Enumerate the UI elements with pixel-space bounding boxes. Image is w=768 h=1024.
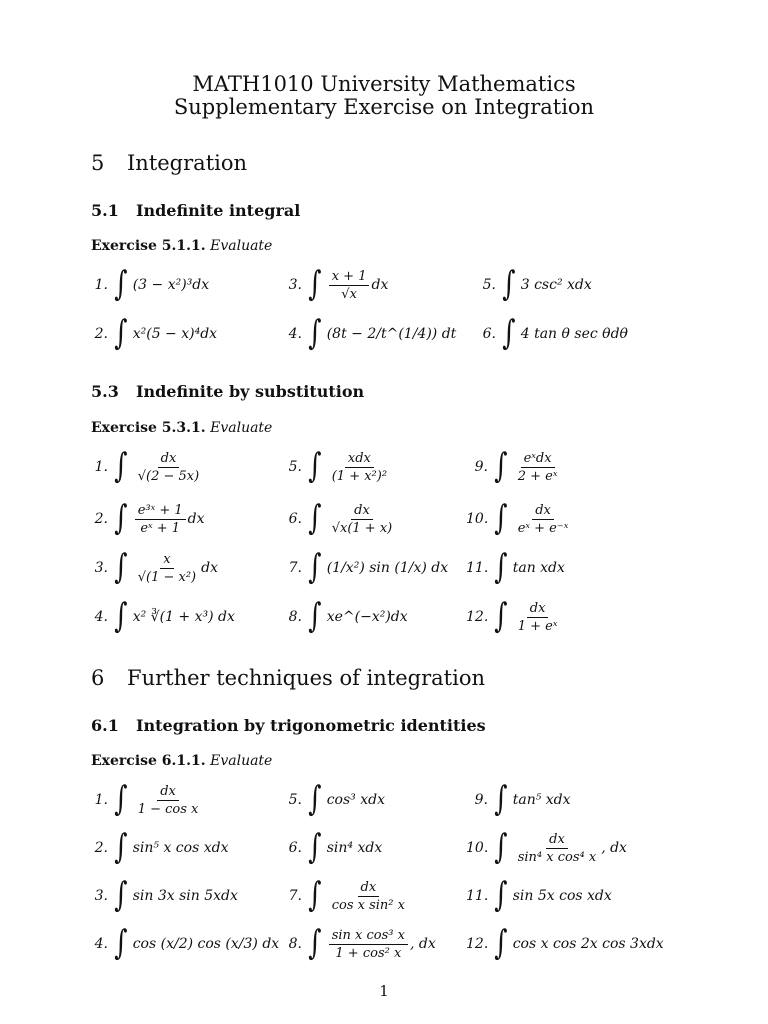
integral-sign: ∫ xyxy=(308,827,322,867)
fraction xyxy=(135,784,202,817)
exercise-item xyxy=(466,447,562,487)
item-number: 3. xyxy=(94,560,108,576)
integral-sign: ∫ xyxy=(308,875,322,915)
numerator: e³ˣ + 1 xyxy=(135,503,186,520)
fraction xyxy=(515,601,561,634)
integral-sign: ∫ xyxy=(114,875,128,915)
fraction xyxy=(329,269,370,302)
exercise-item xyxy=(86,548,218,588)
item-number: 1. xyxy=(94,792,108,808)
denominator: √x xyxy=(341,286,357,302)
numerator: dx xyxy=(157,784,179,801)
integral-sign: ∫ xyxy=(114,547,128,587)
item-number: 11. xyxy=(466,888,489,904)
item-number: 9. xyxy=(474,792,488,808)
subsection-6-1 xyxy=(91,716,486,735)
integral-sign: ∫ xyxy=(114,779,128,819)
denominator: √(1 − x²) xyxy=(137,569,197,585)
fraction xyxy=(329,503,396,536)
section-number: 5 xyxy=(91,151,105,175)
integral-sign: ∫ xyxy=(502,264,516,304)
exercise-item xyxy=(280,924,436,964)
fraction xyxy=(135,451,202,484)
integrand: (8t − 2/t^(1/4)) dt xyxy=(326,326,457,342)
doc-title-line1: MATH1010 University Mathematics xyxy=(192,72,576,96)
exercise-instruction: Evaluate xyxy=(210,238,273,254)
fraction xyxy=(329,451,390,484)
differential: , dx xyxy=(409,936,436,952)
integral-sign: ∫ xyxy=(114,596,128,636)
section-5 xyxy=(91,151,247,175)
exercise-item xyxy=(280,597,408,637)
item-number: 1. xyxy=(94,277,108,293)
exercise-item xyxy=(280,265,388,305)
integral-sign: ∫ xyxy=(502,313,516,353)
integral-sign: ∫ xyxy=(494,596,508,636)
denominator: √x(1 + x) xyxy=(331,520,393,536)
integrand: 4 tan θ sec θdθ xyxy=(520,326,628,342)
integral-sign: ∫ xyxy=(308,313,322,353)
exercise-item xyxy=(466,828,627,868)
item-number: 6. xyxy=(288,511,302,527)
integral-sign: ∫ xyxy=(308,264,322,304)
integrand: sin⁴ xdx xyxy=(326,840,383,856)
item-number: 3. xyxy=(94,888,108,904)
numerator: x + 1 xyxy=(329,269,370,286)
exercise-item xyxy=(86,924,279,964)
integral-sign: ∫ xyxy=(308,446,322,486)
item-number: 12. xyxy=(466,936,489,952)
differential: dx xyxy=(187,511,205,527)
doc-title-line2: Supplementary Exercise on Integration xyxy=(173,95,595,119)
denominator: cos x sin² x xyxy=(331,897,405,913)
integrand: tan⁵ xdx xyxy=(512,792,571,808)
denominator: √(2 − 5x) xyxy=(137,468,200,484)
integral-sign: ∫ xyxy=(114,827,128,867)
item-number: 2. xyxy=(94,326,108,342)
exercise-item xyxy=(86,265,209,305)
item-number: 5. xyxy=(288,459,302,475)
item-number: 10. xyxy=(466,840,489,856)
integral-sign: ∫ xyxy=(494,547,508,587)
page-number: 1 xyxy=(379,982,389,1000)
differential: , dx xyxy=(601,840,627,856)
subsection-title: Indefinite integral xyxy=(136,201,301,220)
exercise-item xyxy=(466,499,573,539)
integrand: 3 csc² xdx xyxy=(520,277,592,293)
integrand: sin 3x sin 5xdx xyxy=(132,888,238,904)
fraction xyxy=(515,503,572,536)
exercise-item xyxy=(280,828,382,868)
exercise-item xyxy=(280,548,448,588)
section-6 xyxy=(91,666,485,690)
integral-sign: ∫ xyxy=(114,264,128,304)
numerator: dx xyxy=(546,832,568,849)
subsection-number: 6.1 xyxy=(91,716,119,735)
fraction xyxy=(515,832,599,865)
exercise-item xyxy=(280,447,392,487)
item-number: 6. xyxy=(288,840,302,856)
integrand: cos³ xdx xyxy=(326,792,385,808)
exercise-label: Exercise 5.3.1. xyxy=(91,420,206,436)
exercise-label: Exercise 6.1.1. xyxy=(91,753,206,769)
fraction xyxy=(329,928,408,961)
numerator: x xyxy=(160,552,173,569)
numerator: dx xyxy=(532,503,554,520)
exercise-item xyxy=(280,314,456,354)
integrand: x²(5 − x)⁴dx xyxy=(132,326,218,342)
integral-sign: ∫ xyxy=(494,923,508,963)
denominator: 1 − cos x xyxy=(137,801,199,817)
numerator: dx xyxy=(351,503,373,520)
differential: dx xyxy=(201,560,218,576)
numerator: dx xyxy=(527,601,549,618)
denominator: 1 + eˣ xyxy=(517,618,558,634)
numerator: eˣdx xyxy=(521,451,555,468)
exercise-instruction: Evaluate xyxy=(210,753,273,769)
integrand: x² ∛(1 + x³) dx xyxy=(132,609,235,625)
exercise-item xyxy=(280,780,385,820)
exercise-item xyxy=(280,876,410,916)
item-number: 3. xyxy=(288,277,302,293)
exercise-item xyxy=(86,314,217,354)
denominator: 2 + eˣ xyxy=(517,468,558,484)
item-number: 5. xyxy=(482,277,496,293)
integrand: (3 − x²)³dx xyxy=(132,277,210,293)
numerator: dx xyxy=(158,451,180,468)
denominator: sin⁴ x cos⁴ x xyxy=(517,849,597,865)
section-title: Further techniques of integration xyxy=(127,666,486,690)
subsection-number: 5.3 xyxy=(91,382,119,401)
item-number: 4. xyxy=(288,326,302,342)
fraction xyxy=(135,503,186,536)
integral-sign: ∫ xyxy=(114,498,128,538)
fraction xyxy=(135,552,199,585)
item-number: 2. xyxy=(94,840,108,856)
fraction xyxy=(329,880,408,913)
item-number: 7. xyxy=(288,560,302,576)
integrand: cos (x/2) cos (x/3) dx xyxy=(132,936,280,952)
exercise-item xyxy=(86,780,203,820)
section-title: Integration xyxy=(127,151,248,175)
subsection-5-1 xyxy=(91,201,300,220)
subsection-5-3 xyxy=(91,382,364,401)
integral-sign: ∫ xyxy=(308,596,322,636)
exercise-item xyxy=(466,548,565,588)
exercise-item xyxy=(86,597,235,637)
integral-sign: ∫ xyxy=(308,779,322,819)
numerator: sin x cos³ x xyxy=(329,928,408,945)
exercise-item xyxy=(86,828,228,868)
section-number: 6 xyxy=(91,666,105,690)
item-number: 9. xyxy=(474,459,488,475)
integral-sign: ∫ xyxy=(114,923,128,963)
item-number: 5. xyxy=(288,792,302,808)
exercise-label: Exercise 5.1.1. xyxy=(91,238,206,254)
denominator: 1 + cos² x xyxy=(335,945,402,961)
item-number: 8. xyxy=(288,936,302,952)
exercise-item xyxy=(466,924,664,964)
exercise-6-1-1 xyxy=(91,753,272,769)
subsection-title: Integration by trigonometric identities xyxy=(136,716,486,735)
item-number: 2. xyxy=(94,511,108,527)
item-number: 10. xyxy=(466,511,489,527)
subsection-title: Indefinite by substitution xyxy=(136,382,365,401)
exercise-5-1-1 xyxy=(91,238,272,254)
exercise-item xyxy=(466,597,562,637)
integral-sign: ∫ xyxy=(114,313,128,353)
fraction xyxy=(515,451,561,484)
exercise-instruction: Evaluate xyxy=(210,420,273,436)
integral-sign: ∫ xyxy=(494,779,508,819)
exercise-item xyxy=(86,499,205,539)
item-number: 7. xyxy=(288,888,302,904)
item-number: 6. xyxy=(482,326,496,342)
integrand: (1/x²) sin (1/x) dx xyxy=(326,560,449,576)
exercise-item xyxy=(86,876,238,916)
exercise-item xyxy=(466,780,571,820)
numerator: xdx xyxy=(345,451,374,468)
integrand: tan xdx xyxy=(512,560,565,576)
integrand: sin 5x cos xdx xyxy=(512,888,612,904)
exercise-5-3-1 xyxy=(91,420,272,436)
denominator: eˣ + 1 xyxy=(140,520,181,536)
exercise-item xyxy=(280,499,397,539)
integrand: xe^(−x²)dx xyxy=(326,609,408,625)
integral-sign: ∫ xyxy=(308,498,322,538)
item-number: 4. xyxy=(94,936,108,952)
item-number: 11. xyxy=(466,560,489,576)
item-number: 12. xyxy=(466,609,489,625)
exercise-item xyxy=(466,876,612,916)
subsection-number: 5.1 xyxy=(91,201,119,220)
item-number: 4. xyxy=(94,609,108,625)
item-number: 1. xyxy=(94,459,108,475)
integral-sign: ∫ xyxy=(494,875,508,915)
exercise-item xyxy=(474,314,628,354)
differential: dx xyxy=(371,277,389,293)
numerator: dx xyxy=(358,880,380,897)
exercise-item xyxy=(474,265,592,305)
integrand: cos x cos 2x cos 3xdx xyxy=(512,936,664,952)
integral-sign: ∫ xyxy=(494,498,508,538)
integral-sign: ∫ xyxy=(308,923,322,963)
integral-sign: ∫ xyxy=(494,446,508,486)
integrand: sin⁵ x cos xdx xyxy=(132,840,229,856)
integral-sign: ∫ xyxy=(494,827,508,867)
denominator: (1 + x²)² xyxy=(331,468,388,484)
integral-sign: ∫ xyxy=(114,446,128,486)
integral-sign: ∫ xyxy=(308,547,322,587)
item-number: 8. xyxy=(288,609,302,625)
denominator: eˣ + e⁻ˣ xyxy=(517,520,569,536)
exercise-item xyxy=(86,447,204,487)
